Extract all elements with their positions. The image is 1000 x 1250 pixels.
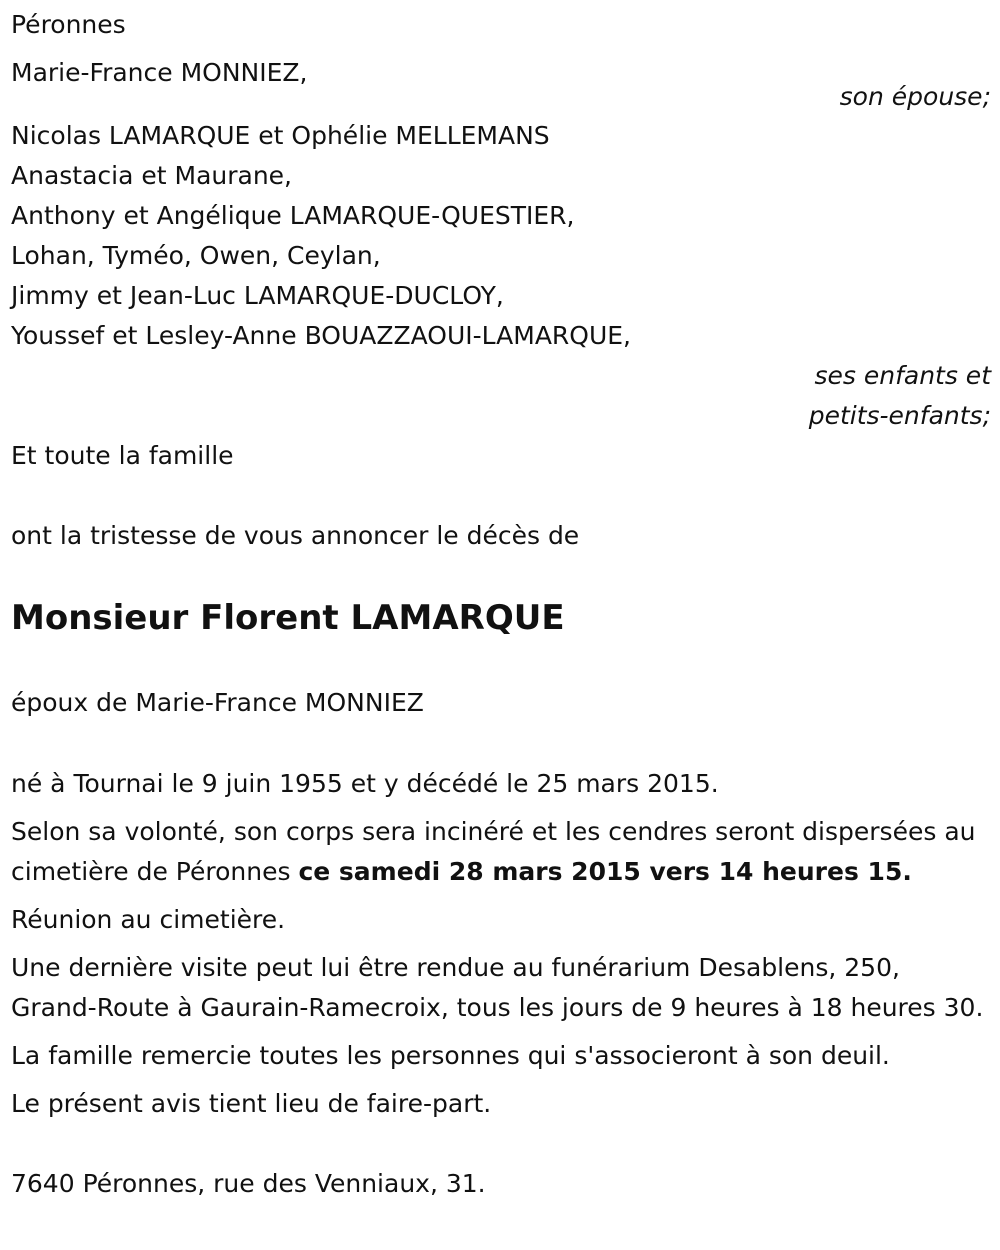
faire-part-line: Le présent avis tient lieu de faire-part. xyxy=(11,1089,492,1118)
ceremony-text: Selon sa volonté, son corps sera incinéré et les cendres seront dispersées au cimetière de Péronnes xyxy=(11,817,976,886)
deceased-name: Monsieur Florent LAMARQUE xyxy=(11,598,565,638)
location-heading: Péronnes xyxy=(11,10,126,39)
visit-info: Une dernière visite peut lui être rendue au funérarium Desablens, 250, Grand-Route à Gaurain-Ramecroix, tous les jours de 9 heures à 18 heures 30. xyxy=(11,953,984,1022)
ceremony-date: ce samedi 28 mars 2015 vers 14 heures 15. xyxy=(298,857,912,886)
birth-death: né à Tournai le 9 juin 1955 et y décédé le 25 mars 2015. xyxy=(11,769,719,798)
child-line: Anastacia et Maurane, xyxy=(11,161,293,190)
grandchildren-role: petits-enfants; xyxy=(808,401,991,430)
child-line: Youssef et Lesley-Anne BOUAZZAOUI-LAMARQUE, xyxy=(11,321,632,350)
spouse-role: son épouse; xyxy=(839,82,991,111)
child-line: Anthony et Angélique LAMARQUE-QUESTIER, xyxy=(11,201,575,230)
children-list xyxy=(11,116,991,356)
spouse-name: Marie-France MONNIEZ, xyxy=(11,58,308,87)
thanks-line: La famille remercie toutes les personnes qui s'associeront à son deuil. xyxy=(11,1041,890,1070)
announcement: ont la tristesse de vous annoncer le décès de xyxy=(11,521,580,550)
meeting-info: Réunion au cimetière. xyxy=(11,905,286,934)
address-line: 7640 Péronnes, rue des Venniaux, 31. xyxy=(11,1169,486,1198)
family-line: Et toute la famille xyxy=(11,441,234,470)
child-line: Lohan, Tyméo, Owen, Ceylan, xyxy=(11,241,381,270)
child-line: Nicolas LAMARQUE et Ophélie MELLEMANS xyxy=(11,121,550,150)
children-role: ses enfants et xyxy=(814,361,991,390)
child-line: Jimmy et Jean-Luc LAMARQUE-DUCLOY, xyxy=(11,281,504,310)
death-notice xyxy=(11,5,991,1204)
ceremony-paragraph xyxy=(11,812,996,892)
spouse-of: époux de Marie-France MONNIEZ xyxy=(11,688,424,717)
